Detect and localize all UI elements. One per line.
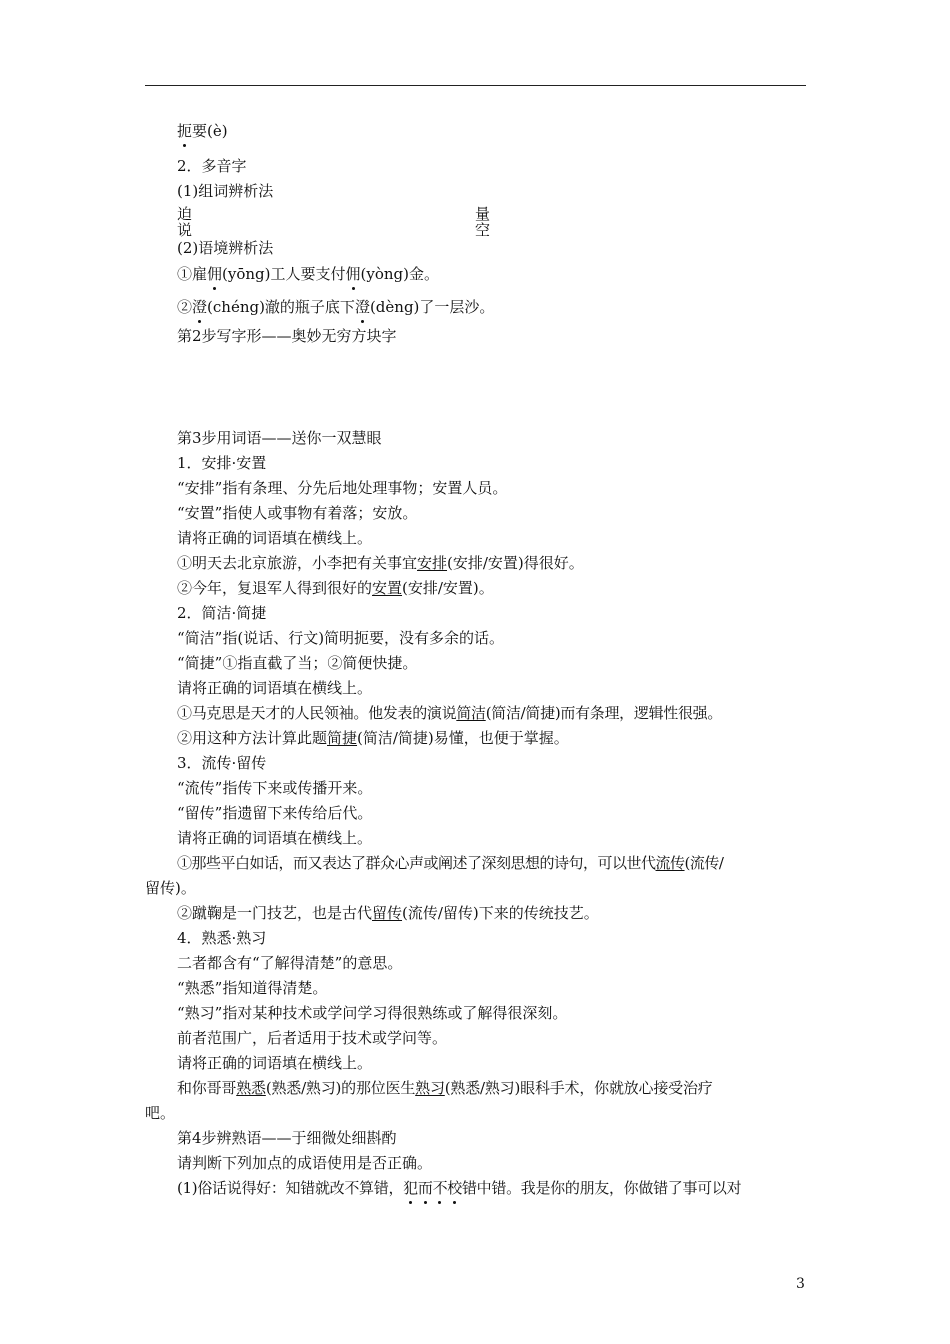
question: 和你哥哥熟悉(熟悉/熟习)的那位医生熟习(熟悉/熟习)眼科手术，你就放心接受治疗 [177,1079,713,1097]
step-heading: 第4步辨熟语——于细微处细斟酌 [177,1129,397,1147]
example-line: ①雇佣(yōng)工人要支付佣(yòng)金。 [177,265,440,283]
definition: 二者都含有“了解得清楚”的意思。 [177,954,403,972]
subsection-heading: (2)语境辨析法 [177,239,274,257]
answer-blank: 熟悉 [236,1079,266,1097]
dotted-char: 犯 [403,1179,418,1197]
prompt: 请将正确的词语填在横线上。 [177,679,373,697]
dotted-char: 而 [417,1179,433,1197]
subsection-heading: (1)组词辨析法 [177,182,274,200]
answer-blank: 简洁 [456,704,486,722]
pair-right-top: 量 [475,205,491,223]
pair-left-bottom: 说 [177,221,193,239]
page-number: 3 [796,1276,805,1292]
question: ①那些平白如话，而又表达了群众心声或阐述了深刻思想的诗句，可以世代流传(流传/ [177,854,724,872]
answer-blank: 安排 [417,554,448,572]
header-rule [145,85,806,86]
question: ①马克思是天才的人民领袖。他发表的演说简洁(简洁/简捷)而有条理，逻辑性很强。 [177,704,723,722]
section-heading: 2．多音字 [177,157,247,175]
definition: “流传”指传下来或传播开来。 [177,779,373,797]
definition: “安置”指使人或事物有着落；安放。 [177,504,418,522]
answer-blank: 流传 [655,854,685,872]
step-heading: 第2步写字形——奥妙无穷方块字 [177,327,397,345]
prompt: 请将正确的词语填在横线上。 [177,829,373,847]
question: ②今年，复退军人得到很好的安置(安排/安置)。 [177,579,494,597]
answer-blank: 简捷 [327,729,358,747]
prompt: 请将正确的词语填在横线上。 [177,1054,373,1072]
prompt: 请将正确的词语填在横线上。 [177,529,373,547]
definition: “简捷”①指直截了当；②简便快捷。 [177,654,418,672]
answer-blank: 熟习 [415,1079,445,1097]
pair-right-bottom: 空 [475,221,491,239]
pair-left-top: 迫 [177,205,193,223]
word-pair-title: 2．简洁·简捷 [177,604,267,622]
definition: “熟习”指对某种技术或学问学习得很熟练或了解得很深刻。 [177,1004,568,1022]
dotted-char: 佣 [345,265,361,283]
example-line: ②澄(chéng)澈的瓶子底下澄(dèng)了一层沙。 [177,298,495,316]
dotted-char: 佣 [207,265,223,283]
dotted-char: 澄 [192,298,208,316]
top-line-text: 要(è) [192,122,228,140]
dotted-char: 澄 [354,298,370,316]
question: (1)俗话说得好：知错就改不算错，犯而不校错中错。我是你的朋友，你做错了事可以对 [177,1179,742,1197]
top-line [177,121,228,141]
prompt: 请判断下列加点的成语使用是否正确。 [177,1154,433,1172]
question: ①明天去北京旅游，小李把有关事宜安排(安排/安置)得很好。 [177,554,584,572]
word-pair-title: 4．熟悉·熟习 [177,929,267,947]
step-heading: 第3步用词语——送你一双慧眼 [177,429,382,447]
definition: “留传”指遗留下来传给后代。 [177,804,373,822]
definition: “安排”指有条理、分先后地处理事物；安置人员。 [177,479,508,497]
definition: “熟悉”指知道得清楚。 [177,979,328,997]
dotted-char: 不 [432,1179,448,1197]
word-pair-title: 3．流传·留传 [177,754,267,772]
definition: 前者范围广，后者适用于技术或学问等。 [177,1029,448,1047]
question: ②用这种方法计算此题简捷(简洁/简捷)易懂，也便于掌握。 [177,729,569,747]
answer-blank: 安置 [372,579,403,597]
answer-blank: 留传 [372,904,403,922]
definition: “简洁”指(说话、行文)简明扼要，没有多余的话。 [177,629,505,647]
dotted-char: 校 [447,1179,462,1197]
question: ②蹴鞠是一门技艺，也是古代留传(流传/留传)下来的传统技艺。 [177,904,599,922]
question-continuation: 留传)。 [145,879,196,897]
question-continuation: 吧。 [145,1104,176,1122]
dotted-char: 扼 [177,122,193,140]
word-pair-title: 1．安排·安置 [177,454,267,472]
